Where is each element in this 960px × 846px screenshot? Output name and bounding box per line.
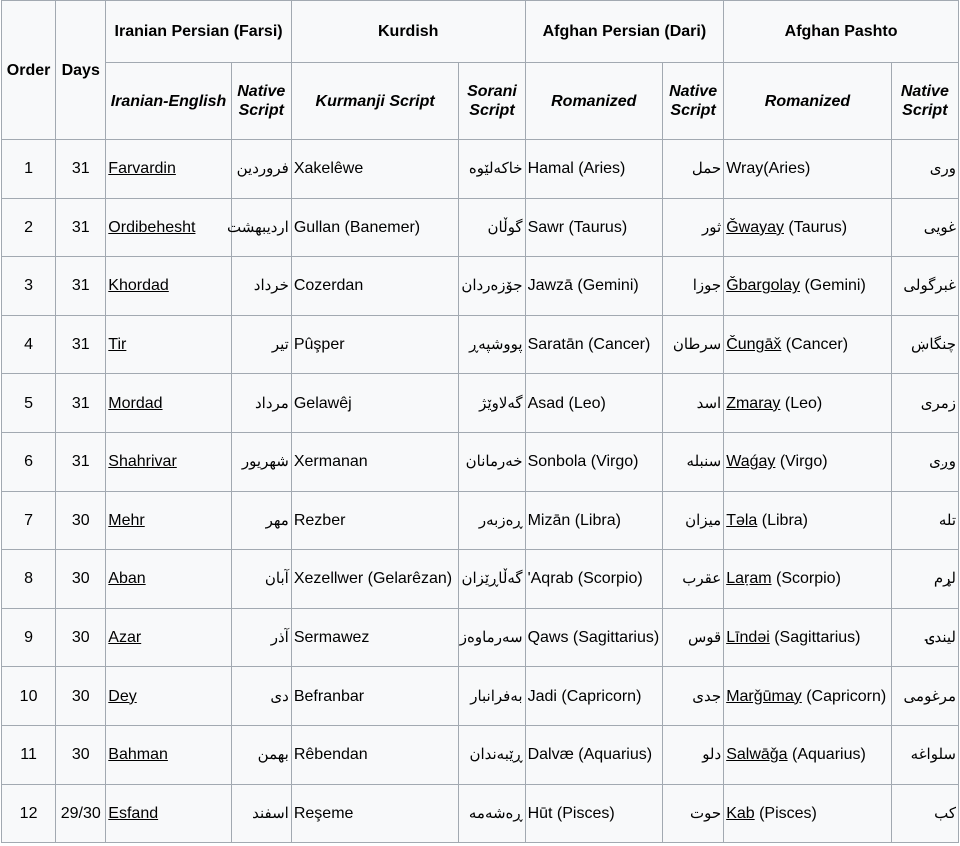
cell-dari-native: اسد xyxy=(663,374,724,433)
cell-pashto-native: تله xyxy=(891,491,958,550)
cell-order: 6 xyxy=(2,432,56,491)
cell-dari-native: عقرب xyxy=(663,550,724,609)
cell-order: 12 xyxy=(2,784,56,843)
pashto-month-link[interactable]: Zmaray xyxy=(726,394,781,412)
farsi-month-link[interactable]: Khordad xyxy=(108,277,169,295)
cell-kurmanji: Reşeme xyxy=(291,784,459,843)
cell-pashto-native: وږی xyxy=(891,432,958,491)
cell-sorani: ڕەزبەر xyxy=(459,491,525,550)
cell-pashto-romanized xyxy=(724,257,892,316)
cell-order: 1 xyxy=(2,140,56,199)
cell-pashto-romanized xyxy=(724,608,892,667)
dari-month-text: Qaws (Sagittarius) xyxy=(527,629,660,647)
cell-dari-native: جدی xyxy=(663,667,724,726)
dari-month-text: Asad (Leo) xyxy=(527,394,606,412)
farsi-month-link[interactable]: Azar xyxy=(108,629,142,647)
month-names-table xyxy=(1,0,959,843)
pashto-month-text: (Capricorn) xyxy=(801,687,887,705)
cell-kurmanji: Cozerdan xyxy=(291,257,459,316)
dari-month-text: Jadi (Capricorn) xyxy=(527,687,642,705)
cell-pashto-native: سلواغه xyxy=(891,725,958,784)
cell-farsi-english xyxy=(106,374,231,433)
cell-farsi-native: مرداد xyxy=(231,374,291,433)
cell-dari-native: سرطان xyxy=(663,315,724,374)
farsi-month-link[interactable]: Aban xyxy=(108,570,146,588)
pashto-month-link[interactable]: Marǧūmay xyxy=(726,687,802,705)
farsi-month-link[interactable]: Ordibehesht xyxy=(108,218,196,236)
cell-order: 10 xyxy=(2,667,56,726)
cell-order: 5 xyxy=(2,374,56,433)
cell-days: 31 xyxy=(56,198,106,257)
dari-month-text: Hūt (Pisces) xyxy=(527,804,615,822)
cell-kurmanji: Rezber xyxy=(291,491,459,550)
cell-order: 11 xyxy=(2,725,56,784)
header-farsi-native-script: Native Script xyxy=(231,63,291,140)
cell-pashto-romanized xyxy=(724,550,892,609)
cell-days: 30 xyxy=(56,608,106,667)
header-kurdish: Kurdish xyxy=(291,1,525,63)
table-row xyxy=(2,608,959,667)
cell-pashto-romanized xyxy=(724,725,892,784)
farsi-month-link[interactable]: Bahman xyxy=(108,746,168,764)
cell-dari-romanized xyxy=(525,315,662,374)
table-row xyxy=(2,374,959,433)
cell-sorani: گوڵان xyxy=(459,198,525,257)
pashto-month-text: (Leo) xyxy=(780,394,823,412)
header-row-main xyxy=(2,1,959,63)
cell-pashto-native: غويی xyxy=(891,198,958,257)
farsi-month-link[interactable]: Mehr xyxy=(108,511,145,529)
cell-days: 30 xyxy=(56,550,106,609)
cell-farsi-native: فروردین xyxy=(231,140,291,199)
farsi-month-link[interactable]: Shahrivar xyxy=(108,453,177,471)
cell-pashto-native: لړم xyxy=(891,550,958,609)
cell-farsi-english xyxy=(106,608,231,667)
cell-order: 7 xyxy=(2,491,56,550)
dari-month-text: Sonbola (Virgo) xyxy=(527,453,639,471)
farsi-month-link[interactable]: Dey xyxy=(108,687,137,705)
header-sorani-script: Sorani Script xyxy=(459,63,525,140)
pashto-month-text: (Aquarius) xyxy=(787,746,866,764)
pashto-month-link[interactable]: Ǧbargolay xyxy=(726,277,801,295)
cell-farsi-english xyxy=(106,257,231,316)
cell-farsi-english xyxy=(106,725,231,784)
header-pashto: Afghan Pashto xyxy=(724,1,959,63)
cell-pashto-native: چنگاښ xyxy=(891,315,958,374)
pashto-month-text: (Cancer) xyxy=(781,336,849,354)
dari-month-text: Sawr (Taurus) xyxy=(527,218,628,236)
header-dari: Afghan Persian (Dari) xyxy=(525,1,724,63)
cell-farsi-english xyxy=(106,140,231,199)
cell-dari-native: جوزا xyxy=(663,257,724,316)
cell-kurmanji: Xermanan xyxy=(291,432,459,491)
cell-sorani: خاکەلێوە xyxy=(459,140,525,199)
dari-month-text: 'Aqrab (Scorpio) xyxy=(527,570,643,588)
dari-month-text: Saratān (Cancer) xyxy=(527,336,651,354)
cell-farsi-native: اسفند xyxy=(231,784,291,843)
cell-farsi-english xyxy=(106,198,231,257)
cell-days: 31 xyxy=(56,432,106,491)
cell-order: 8 xyxy=(2,550,56,609)
cell-days: 30 xyxy=(56,667,106,726)
cell-dari-native: ثور xyxy=(663,198,724,257)
farsi-month-link[interactable]: Mordad xyxy=(108,394,163,412)
cell-sorani: ڕەشەمە xyxy=(459,784,525,843)
header-pashto-romanized: Romanized xyxy=(724,63,892,140)
cell-kurmanji: Gullan (Banemer) xyxy=(291,198,459,257)
cell-kurmanji: Gelawêj xyxy=(291,374,459,433)
cell-kurmanji: Befranbar xyxy=(291,667,459,726)
cell-order: 9 xyxy=(2,608,56,667)
pashto-month-link[interactable]: Salwāǧa xyxy=(726,746,788,764)
cell-dari-romanized xyxy=(525,140,662,199)
dari-month-text: Jawzā (Gemini) xyxy=(527,277,639,295)
cell-dari-romanized xyxy=(525,198,662,257)
cell-order: 4 xyxy=(2,315,56,374)
cell-sorani: پووشپەڕ xyxy=(459,315,525,374)
pashto-month-text: (Sagittarius) xyxy=(769,629,861,647)
pashto-month-text: (Virgo) xyxy=(775,453,828,471)
cell-sorani: بەفرانبار xyxy=(459,667,525,726)
cell-days: 30 xyxy=(56,491,106,550)
cell-days: 29/30 xyxy=(56,784,106,843)
cell-pashto-romanized xyxy=(724,491,892,550)
pashto-month-link[interactable]: Laṛam xyxy=(726,570,772,588)
cell-farsi-native: شهریور xyxy=(231,432,291,491)
table-row xyxy=(2,432,959,491)
cell-dari-romanized xyxy=(525,784,662,843)
pashto-month-link[interactable]: Təla xyxy=(726,511,758,529)
cell-dari-romanized xyxy=(525,491,662,550)
pashto-month-link[interactable]: Ǧwayay xyxy=(726,218,784,236)
cell-farsi-english xyxy=(106,784,231,843)
cell-order: 3 xyxy=(2,257,56,316)
cell-kurmanji: Xezellwer (Gelarêzan) xyxy=(291,550,459,609)
table-row xyxy=(2,198,959,257)
cell-pashto-native: وری xyxy=(891,140,958,199)
header-dari-romanized: Romanized xyxy=(525,63,662,140)
cell-farsi-native: آذر xyxy=(231,608,291,667)
farsi-month-link[interactable]: Farvardin xyxy=(108,160,176,178)
pashto-month-link[interactable]: Līndəi xyxy=(726,629,770,647)
header-pashto-native-script: Native Script xyxy=(891,63,958,140)
pashto-month-text: (Pisces) xyxy=(754,804,817,822)
table-row xyxy=(2,140,959,199)
cell-dari-native: سنبله xyxy=(663,432,724,491)
header-row-sub xyxy=(2,63,959,140)
cell-sorani: گەلاوێژ xyxy=(459,374,525,433)
farsi-month-link[interactable]: Esfand xyxy=(108,804,159,822)
cell-pashto-native: ليندۍ xyxy=(891,608,958,667)
cell-farsi-native: خرداد xyxy=(231,257,291,316)
dari-month-text: Hamal (Aries) xyxy=(527,160,626,178)
cell-pashto-romanized xyxy=(724,198,892,257)
cell-kurmanji: Xakelêwe xyxy=(291,140,459,199)
cell-kurmanji: Pûşper xyxy=(291,315,459,374)
pashto-month-text: (Gemini) xyxy=(800,277,866,295)
table-row xyxy=(2,784,959,843)
cell-pashto-native: زمری xyxy=(891,374,958,433)
farsi-month-link[interactable]: Tir xyxy=(108,336,127,354)
cell-days: 31 xyxy=(56,140,106,199)
cell-days: 30 xyxy=(56,725,106,784)
cell-pashto-romanized xyxy=(724,667,892,726)
cell-dari-romanized xyxy=(525,257,662,316)
header-dari-native-script: Native Script xyxy=(663,63,724,140)
header-days: Days xyxy=(56,1,106,140)
pashto-month-link[interactable]: Waǵay xyxy=(726,453,776,471)
cell-farsi-english xyxy=(106,432,231,491)
cell-pashto-romanized xyxy=(724,140,892,199)
pashto-month-text: (Scorpio) xyxy=(771,570,841,588)
dari-month-text: Dalvæ (Aquarius) xyxy=(527,746,653,764)
pashto-month-text: (Taurus) xyxy=(783,218,848,236)
header-order: Order xyxy=(2,1,56,140)
cell-dari-native: دلو xyxy=(663,725,724,784)
pashto-month-link[interactable]: Kab xyxy=(726,804,755,822)
table-row xyxy=(2,491,959,550)
cell-dari-romanized xyxy=(525,432,662,491)
cell-farsi-english xyxy=(106,667,231,726)
cell-pashto-romanized xyxy=(724,784,892,843)
cell-kurmanji: Sermawez xyxy=(291,608,459,667)
cell-dari-native: حوت xyxy=(663,784,724,843)
cell-farsi-native: تیر xyxy=(231,315,291,374)
cell-dari-native: قوس xyxy=(663,608,724,667)
dari-month-text: Mizān (Libra) xyxy=(527,511,621,529)
cell-farsi-english xyxy=(106,550,231,609)
cell-farsi-native: دی xyxy=(231,667,291,726)
cell-sorani: ڕێبەندان xyxy=(459,725,525,784)
table-row xyxy=(2,550,959,609)
cell-sorani: خەرمانان xyxy=(459,432,525,491)
cell-farsi-native: آبان xyxy=(231,550,291,609)
header-farsi: Iranian Persian (Farsi) xyxy=(106,1,292,63)
header-iranian-english: Iranian-English xyxy=(106,63,231,140)
table-row xyxy=(2,315,959,374)
cell-sorani: جۆزەردان xyxy=(459,257,525,316)
cell-farsi-english xyxy=(106,315,231,374)
cell-farsi-native: بهمن xyxy=(231,725,291,784)
table-row xyxy=(2,257,959,316)
header-kurmanji-script: Kurmanji Script xyxy=(291,63,459,140)
cell-farsi-english xyxy=(106,491,231,550)
cell-dari-romanized xyxy=(525,374,662,433)
cell-pashto-native: غبرگولی xyxy=(891,257,958,316)
pashto-month-text: (Libra) xyxy=(757,511,808,529)
cell-days: 31 xyxy=(56,257,106,316)
table-row xyxy=(2,667,959,726)
cell-pashto-native: کب xyxy=(891,784,958,843)
table-row xyxy=(2,725,959,784)
cell-dari-romanized xyxy=(525,725,662,784)
cell-dari-romanized xyxy=(525,667,662,726)
cell-pashto-native: مرغومی xyxy=(891,667,958,726)
cell-farsi-native: مهر xyxy=(231,491,291,550)
cell-dari-native: میزان xyxy=(663,491,724,550)
cell-kurmanji: Rêbendan xyxy=(291,725,459,784)
cell-days: 31 xyxy=(56,374,106,433)
cell-dari-romanized xyxy=(525,550,662,609)
cell-sorani: سەرماوەز xyxy=(459,608,525,667)
pashto-month-text: Wray(Aries) xyxy=(726,160,811,178)
cell-dari-native: حمل xyxy=(663,140,724,199)
cell-days: 31 xyxy=(56,315,106,374)
cell-dari-romanized xyxy=(525,608,662,667)
cell-pashto-romanized xyxy=(724,374,892,433)
cell-pashto-romanized xyxy=(724,432,892,491)
pashto-month-link[interactable]: Čungāx̌ xyxy=(726,336,782,354)
cell-sorani: گەڵاڕێزان xyxy=(459,550,525,609)
cell-farsi-native: اردیبهشت xyxy=(231,198,291,257)
cell-order: 2 xyxy=(2,198,56,257)
cell-pashto-romanized xyxy=(724,315,892,374)
